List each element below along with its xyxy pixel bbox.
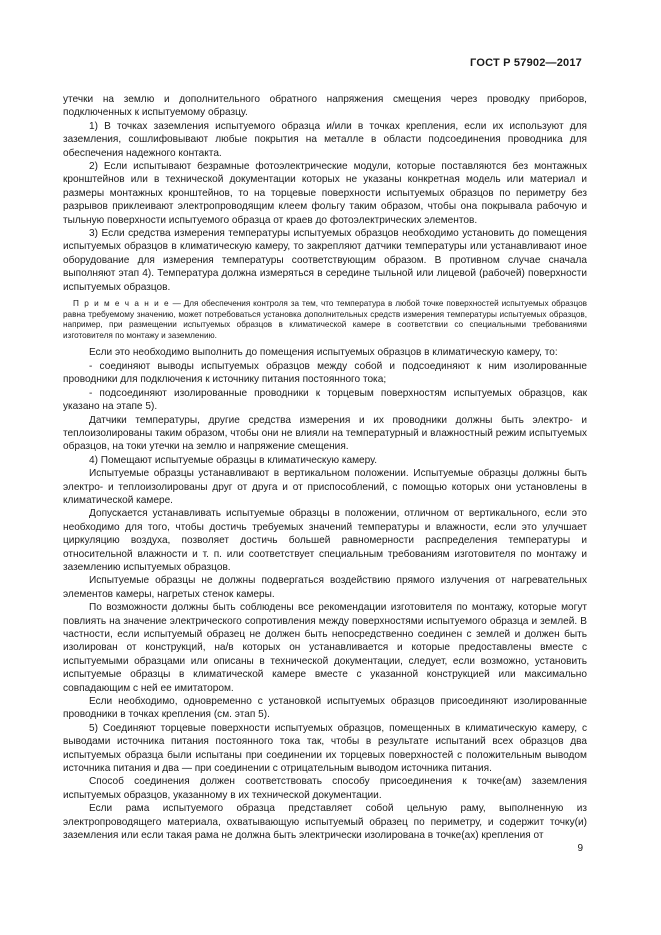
- paragraph-recommendations: По возможности должны быть соблюдены все рекомендации изготовителя по монтажу, которые могут повлиять на значение электрического сопротивления между поверхностями испытуемого образца и землей. В частности, если испытуемый образец не должен быть непосредственно соединен с землей и должен быть изолирован от конструкций, на/в которых он устанавливается и которые предоставлены вместе с испытуемыми образцами или описаны в технической документации, следует, если возможно, установить испытуемые образцы в климатической камере вместе с указанной конструкцией или максимально совпадающим с ней ее имитатором.: [63, 602, 587, 694]
- list-item: - соединяют выводы испытуемых образцов между собой и подсоединяют к ним изолированные проводники для подключения к источнику питания постоянного тока;: [63, 360, 587, 386]
- paragraph-if-needed: Если это необходимо выполнить до помещения испытуемых образцов в климатическую камеру, то:: [89, 347, 558, 359]
- paragraph-step-5: 5) Соединяют торцевые поверхности испытуемых образцов, помещенных в климатическую камеру, с выводами источника питания постоянного тока так, чтобы в результате испытаний всех образцов два испытуемых образца были испытаны при соединении их торцевых поверхностей с положительным выводом источника питания и два — при соединении с отрицательным выводом источника питания.: [63, 722, 587, 775]
- paragraph-alt-position: Допускается устанавливать испытуемые образцы в положении, отличном от вертикального, если это необходимо для того, чтобы достичь требуемых значений температуры и влажности, если это улучшает циркуляцию воздуха, позволяет достичь большей равномерности распределения температуры и относительной влажности и т. п. или соответствует специальным требованиям изготовителя по монтажу и заземлению испытуемых образцов.: [63, 508, 587, 573]
- paragraph-frame: Если рама испытуемого образца представляет собой цельную раму, выполненную из электропроводящего материала, охватывающую испытуемый образец по периметру, и содержит точку(и) заземления или если такая рама не должна быть электрически изолирована в точке(ах) крепления от: [63, 803, 587, 842]
- paragraph-step-1: 1) В точках заземления испытуемого образца и/или в точках крепления, если их используют для заземления, сошлифовывают любые покрытия на металле в области подсоединения проводника для обеспечения надежного контакта.: [63, 120, 587, 159]
- paragraph-step-2: 2) Если испытывают безрамные фотоэлектрические модули, которые поставляются без монтажных кронштейнов или в технической документации которых не указаны конкретная модель или материал и размеры монтажных кронштейнов, то на торцевые поверхности испытуемых образцов по периметру без разрывов приклеивают электропроводящим клеем фольгу таким образом, чтобы она покрывала рабочую и тыльную поверхности испытуемого образца от краев до фотоэлектрических элементов.: [63, 161, 587, 226]
- note-text: — Для обеспечения контроля за тем, что температура в любой точке поверхностей испытуемых образцов равна требуемому значению, может потребоваться установка дополнительных средств измерения температуры испытуемых образцов, например, при размещении испытуемых образцов в климатической камере в соответствии со специальными требованиями изготовителя по монтажу и заземлению.: [63, 299, 588, 340]
- note: [63, 299, 587, 341]
- paragraph-connection-method: Способ соединения должен соответствовать способу присоединения к точке(ам) заземления испытуемых образцов, указанному в их технической документации.: [63, 776, 587, 801]
- paragraph-sensors: Датчики температуры, другие средства измерения и их проводники должны быть электро- и теплоизолированы таким образом, чтобы они не влияли на температурный и влажностный режим испытуемых образцов, на токи утечки на землю и напряжение смещения.: [63, 414, 587, 453]
- paragraph-continuation: утечки на землю и дополнительного обратного напряжения смещения через проводку приборов, подключенных к испытуемому образцу.: [63, 94, 587, 119]
- list-item: - подсоединяют изолированные проводники к торцевым поверхностям испытуемых образцов, как указано на этапе 5).: [63, 387, 587, 413]
- document-body: [63, 93, 587, 843]
- paragraph-radiation: Испытуемые образцы не должны подвергаться воздействию прямого излучения от нагревательных элементов камеры, нагретых стенок камеры.: [63, 575, 587, 600]
- page-number: 9: [577, 843, 583, 854]
- paragraph-vertical: Испытуемые образцы устанавливают в вертикальном положении. Испытуемые образцы должны быть электро- и теплоизолированы друг от друга и от приспособлений, с помощью которых они установлены в климатической камере.: [63, 468, 587, 506]
- standard-designation: ГОСТ Р 57902—2017: [470, 57, 582, 69]
- paragraph-step-4: 4) Помещают испытуемые образцы в климатическую камеру.: [89, 454, 378, 466]
- paragraph-step-3: 3) Если средства измерения температуры испытуемых образцов необходимо установить до помещения испытуемых образцов в климатическую камеру, то закрепляют датчики температуры или устанавливают иное оборудование для измерения температуры соответствующим образом. В противном случае сначала выполняют этап 4). Температура должна измеряться в середине тыльной или лицевой (рабочей) поверхности испытуемых образцов.: [63, 228, 587, 293]
- paragraph-wires: Если необходимо, одновременно с установкой испытуемых образцов присоединяют изолированные проводники в точках крепления (см. этап 5).: [63, 696, 587, 721]
- note-label: П р и м е ч а н и е: [73, 299, 170, 309]
